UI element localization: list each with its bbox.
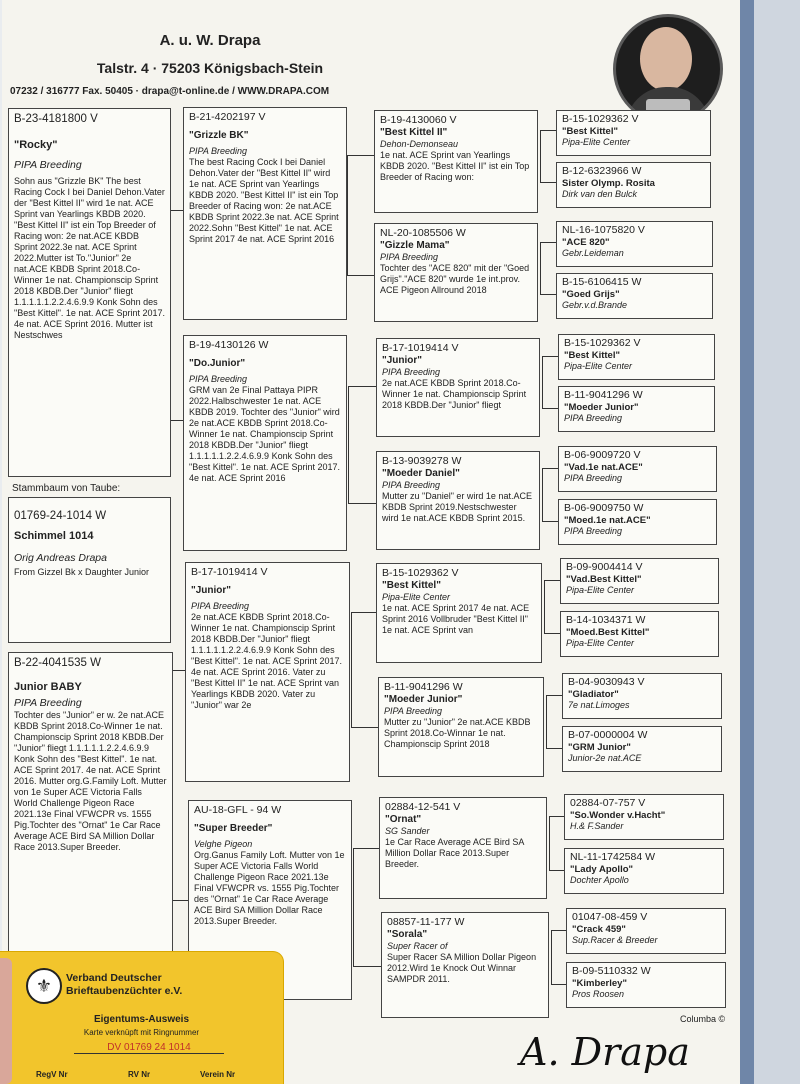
connector-line (540, 242, 556, 243)
breeder-name: PIPA Breeding (189, 146, 248, 156)
card-field-verein: Verein Nr (200, 1070, 236, 1079)
pigeon-info: 1e Car Race Average ACE Bird SA Million Dollar Race 2013.Super Breeder. (385, 837, 524, 869)
breeder-name: H.& F.Sander (570, 821, 624, 831)
ring-number: B-09-9004414 V (566, 561, 643, 573)
pigeon-name: "Crack 459" (572, 924, 626, 935)
connector-line (540, 294, 556, 295)
breeder-name: Pipa-Elite Center (382, 592, 451, 602)
breeder-title: A. u. W. Drapa (159, 32, 261, 49)
ring-number: 01769-24-1014 W (14, 510, 107, 522)
connector-line (353, 848, 379, 849)
pigeon-name: "Lady Apollo" (570, 864, 634, 875)
connector-line (347, 275, 374, 276)
dam-pigeon-card (8, 652, 173, 952)
pigeon-name: "Kimberley" (572, 978, 627, 989)
pigeon-info: 2e nat.ACE KBDB Sprint 2018.Co-Winner 1e nat. Championscip Sprint 2018 KBDB.Der "Junior" fliegt (382, 378, 527, 410)
greatgrandparent-card (558, 386, 715, 432)
connector-line (549, 816, 550, 870)
vdb-logo-icon: ⚜ (26, 968, 62, 1004)
grandparent-card (381, 912, 549, 1018)
parent-card (183, 335, 347, 551)
greatgrandparent-card (556, 273, 713, 319)
breeder-name: PIPA Breeding (14, 159, 82, 171)
connector-line (542, 521, 558, 522)
connector-line (549, 870, 564, 871)
breeder-name: SG Sander (385, 826, 430, 836)
ring-number: B-21-4202197 V (189, 111, 266, 123)
breeder-name: Dirk van den Bulck (562, 189, 638, 199)
pedigree-of-label: Stammbaum von Taube: (12, 483, 121, 494)
connector-line (540, 130, 556, 131)
connector-line (544, 580, 545, 633)
greatgrandparent-card (564, 848, 724, 894)
ring-number: B-15-1029362 V (564, 337, 641, 349)
pigeon-name: "Best Kittel" (562, 126, 618, 137)
pigeon-name: "Vad.1e nat.ACE" (564, 462, 643, 473)
ring-number: B-11-9041296 W (564, 389, 643, 401)
pigeon-name: "Moeder Daniel" (382, 468, 460, 479)
pigeon-name: "Rocky" (14, 139, 58, 151)
pigeon-name: "ACE 820" (562, 237, 610, 248)
breeder-name: PIPA Breeding (14, 697, 82, 709)
card-org-line2: Brieftaubenzüchter e.V. (66, 985, 183, 997)
breeder-name: Velghe Pigeon (194, 839, 253, 849)
connector-line (544, 633, 560, 634)
ring-number: B-06-9009720 V (564, 449, 641, 461)
connector-line (549, 816, 564, 817)
pigeon-name: "Moeder Junior" (564, 402, 639, 413)
card-org-line1: Verband Deutscher (66, 972, 162, 984)
greatgrandparent-card (556, 110, 711, 156)
connector-line (542, 408, 558, 409)
subject-pigeon-card (8, 497, 171, 643)
connector-line (351, 727, 378, 728)
connector-line (348, 386, 349, 503)
greatgrandparent-card (556, 162, 711, 208)
breeder-contact: 07232 / 316777 Fax. 50405 · drapa@t-online.de / WWW.DRAPA.COM (10, 86, 330, 97)
breeder-name: Pipa-Elite Center (566, 638, 635, 648)
pigeon-name: "Best Kittel" (564, 350, 620, 361)
greatgrandparent-card (566, 962, 726, 1008)
ring-number: B-23-4181800 V (14, 113, 98, 125)
connector-line (351, 612, 352, 727)
pigeon-info: Super Racer SA Million Dollar Pigeon 2012.Wird 1e Knock Out Winnar SAMPDR 2011. (387, 952, 537, 984)
connector-line (173, 900, 188, 901)
pigeon-name: "So.Wonder v.Hacht" (570, 810, 666, 821)
pigeon-name: "Do.Junior" (189, 358, 246, 369)
pigeon-name: "Junior" (382, 355, 423, 366)
pigeon-name: "Moed.1e nat.ACE" (564, 515, 651, 526)
breeder-name: Dehon-Demonseau (380, 139, 459, 149)
pigeon-name: "Junior" (191, 585, 232, 596)
grandparent-card (374, 110, 538, 213)
ring-number: B-17-1019414 V (191, 566, 268, 578)
greatgrandparent-card (562, 726, 722, 772)
connector-line (542, 468, 558, 469)
connector-line (542, 468, 543, 521)
main-pigeon-card (8, 108, 171, 477)
breeder-name: PIPA Breeding (564, 473, 623, 483)
ring-number: B-11-9041296 W (384, 681, 463, 693)
breeder-name: Super Racer of (387, 941, 448, 951)
connector-line (353, 966, 381, 967)
pigeon-name: "Gladiator" (568, 689, 619, 700)
connector-line (551, 984, 566, 985)
connector-line (347, 155, 348, 275)
breeder-name: PIPA Breeding (382, 480, 441, 490)
pigeon-info: Tochter des "ACE 820" mit der "Goed Grijs"."ACE 820" wurde 1e int.prov. ACE Pigeon Allround 2018 (380, 263, 530, 295)
pigeon-info: The best Racing Cock I bei Daniel Dehon.Vater der "Best Kittel II" wird 1e nat. ACE Sprint van Yearlings KBDB 2020. "Best Kittel II" ist ein Top Breeder of Racing won: 2e nat.ACE KBDB Sprint 2022.3e nat. ACE Sprint 2022.Sohn "Best Kittel" 1e nat. ACE Sprint 2017 4e nat. ACE Sprint 2016 (189, 157, 339, 244)
breeder-name: Sup.Racer & Breeder (572, 935, 658, 945)
breeder-name: Gebr.Leideman (562, 248, 624, 258)
ring-number: B-19-4130126 W (189, 339, 269, 351)
ring-number: 08857-11-177 W (387, 916, 465, 928)
greatgrandparent-card (562, 673, 722, 719)
pigeon-name: Schimmel 1014 (14, 530, 94, 542)
grandparent-card (376, 338, 540, 437)
breeder-name: Gebr.v.d.Brande (562, 300, 628, 310)
parent-card (183, 107, 347, 320)
pigeon-info: Sohn aus "Grizzle BK" The best Racing Cock I bei Daniel Dehon.Vater der "Best Kittel II" wird 1e nat. ACE Sprint van Yearlings KBDB 2020. "Best Kittel II" ist ein Top Breeder of Racing won: 2e nat.ACE KBDB Sprint 2022.3e nat. ACE Sprint 2022.Mutter ist To."Junior" 2e nat.ACE KBDB Sprint 2018.Co-Winner 1e nat. Championscip Sprint 2018 KBDB.Der "Junior" fliegt 1.1.1.1.1.2.2.4.6.9.9 Konk Sohn des "Best Kittel". 1e nat. ACE Sprint 2017. 4e nat. ACE Sprint 2016. Mutter ist Nestschwes (14, 176, 165, 340)
greatgrandparent-card (560, 558, 719, 604)
grandparent-card (374, 223, 538, 322)
ring-number: B-06-9009750 W (564, 502, 644, 514)
ring-number: NL-20-1085506 W (380, 227, 466, 239)
grandparent-card (376, 563, 542, 663)
pigeon-info: 2e nat.ACE KBDB Sprint 2018.Co-Winner 1e nat. Championscip Sprint 2018 KBDB.Der "Junior" fliegt 1.1.1.1.1.2.2.4.6.9.9 Konk Sohn des "Best Kittel". 1e nat. ACE Sprint 2017. 4e nat. ACE Sprint 2016. Vater zu "Best Kittel II" 1e nat. ACE Sprint van Yearlings KBDB 2020. Vater zu "Junior" war 2e (191, 612, 342, 710)
ring-number: 02884-12-541 V (385, 801, 461, 813)
pigeon-name: "Goed Grijs" (562, 289, 620, 300)
breeder-portrait (613, 14, 723, 124)
ring-number: B-17-1019414 V (382, 342, 459, 354)
pigeon-name: Sister Olymp. Rosita (562, 178, 655, 189)
breeder-name: Junior-2e nat.ACE (568, 753, 642, 763)
card-title: Eigentums-Ausweis (93, 1014, 190, 1025)
connector-line (353, 848, 354, 966)
breeder-name: Dochter Apollo (570, 875, 629, 885)
breeder-name: Orig Andreas Drapa (14, 552, 107, 564)
greatgrandparent-card (566, 908, 726, 954)
pigeon-name: "GRM Junior" (568, 742, 631, 753)
breeder-name: PIPA Breeding (382, 367, 441, 377)
pigeon-info: Tochter des "Junior" er w. 2e nat.ACE KBDB Sprint 2018.Co-Winner 1e nat. Championscip Sprint 2018 KBDB.Der "Junior" fliegt 1.1.1.1.1.2.2.4.6.9.9 Konk Sohn des "Best Kittel". 1e nat. ACE Sprint 2017. 4e nat. ACE Sprint 2016. Mutter org.G.Family Loft. Mutter von 1e Super ACE Victoria Falls World Challenge Pigeon Race 2021.13e Final VFWCPR vs. 1555 Pig.Tochter des "Ornat" 1e Car Race Average ACE Bird SA Million Dollar Race 2013.Super Breeder. (14, 710, 167, 852)
breeder-name: Pipa-Elite Center (564, 361, 633, 371)
ring-number: B-15-6106415 W (562, 276, 642, 288)
breeder-name: Pipa-Elite Center (562, 137, 631, 147)
ring-number: B-14-1034371 W (566, 614, 646, 626)
ring-number: B-13-9039278 W (382, 455, 462, 467)
ring-number: 02884-07-757 V (570, 797, 646, 809)
pigeon-name: "Moeder Junior" (384, 694, 463, 705)
pigeon-name: "Best Kittel II" (380, 127, 448, 138)
connector-line (348, 386, 376, 387)
connector-line (347, 155, 374, 156)
ring-number: B-15-1029362 V (382, 567, 459, 579)
pigeon-name: "Moed.Best Kittel" (566, 627, 650, 638)
card-subtitle: Karte verknüpft mit Ringnummer (83, 1028, 200, 1037)
pigeon-info: Mutter zu "Daniel" er wird 1e nat.ACE KBDB Sprint 2019.Nestschwester wird 1e nat.ACE KBDB Sprint 2015. (382, 491, 532, 523)
connector-line (546, 695, 562, 696)
pigeon-info: From Gizzel Bk x Daughter Junior (14, 567, 150, 577)
connector-line (542, 356, 543, 408)
ring-number: B-04-9030943 V (568, 676, 645, 688)
breeder-name: PIPA Breeding (189, 374, 248, 384)
card-field-rv: RV Nr (128, 1070, 151, 1079)
pigeon-name: "Super Breeder" (194, 823, 273, 834)
background-stripe (740, 0, 754, 1084)
pigeon-name: "Best Kittel" (382, 580, 441, 591)
pigeon-info: GRM van 2e Final Pattaya PIPR 2022.Halbschwester 1e nat. ACE KBDB 2019. Tochter des "Junior" wird 2e nat.ACE KBDB Sprint 2018.Co-Winner 1e nat. Championscip Sprint 2018 KBDB.Der "Junior" fliegt 1.1.1.1.1.2.2.4.6.9.9 Konk Sohn des "Best Kittel". 1e nat. ACE Sprint 2017. 4e nat. ACE Sprint 2016 (189, 385, 340, 483)
greatgrandparent-card (558, 446, 717, 492)
ring-number: B-19-4130060 V (380, 114, 457, 126)
breeder-name: PIPA Breeding (384, 706, 443, 716)
breeder-name: PIPA Breeding (564, 526, 623, 536)
signature: A. Drapa (520, 1030, 690, 1074)
pigeon-name: "Grizzle BK" (189, 130, 249, 141)
pigeon-name: "Ornat" (385, 814, 422, 825)
card-ring-number: DV 01769 24 1014 (74, 1042, 224, 1054)
connector-line (551, 930, 552, 984)
ring-number: B-09-5110332 W (572, 965, 651, 977)
parent-card (185, 562, 350, 782)
grandparent-card (379, 797, 547, 899)
card-field-regv: RegV Nr (36, 1070, 68, 1079)
pigeon-name: "Vad.Best Kittel" (566, 574, 642, 585)
holding-thumb (0, 958, 12, 1084)
breeder-name: PIPA Breeding (380, 252, 439, 262)
connector-line (540, 182, 556, 183)
breeder-address: Talstr. 4 · 75203 Königsbach-Stein (96, 60, 324, 76)
ring-number: NL-11-1742584 W (570, 851, 656, 863)
connector-line (544, 580, 560, 581)
ring-number: AU-18-GFL - 94 W (194, 804, 282, 816)
connector-line (348, 503, 376, 504)
pigeon-name: "Sorala" (387, 929, 428, 940)
ring-number: B-12-6323966 W (562, 165, 642, 177)
ring-number: 01047-08-459 V (572, 911, 648, 923)
pigeon-name: Junior BABY (14, 681, 82, 693)
grandparent-card (378, 677, 544, 777)
greatgrandparent-card (556, 221, 713, 267)
pigeon-info: Mutter zu "Junior" 2e nat.ACE KBDB Sprint 2018.Co-Winnar 1e nat. Championscip Sprint 2018 (384, 717, 531, 749)
connector-line (351, 612, 376, 613)
connector-line (171, 210, 183, 211)
breeder-name: Pros Roosen (572, 989, 625, 999)
pigeon-info: 1e nat. ACE Sprint van Yearlings KBDB 2020. "Best Kittel II" ist ein Top Breeder of Racing won: (380, 150, 530, 182)
columba-credit: Columba © (680, 1014, 726, 1024)
ring-number: B-15-1029362 V (562, 113, 639, 125)
breeder-name: Pipa-Elite Center (566, 585, 635, 595)
connector-line (540, 242, 541, 294)
connector-line (546, 695, 547, 748)
greatgrandparent-card (558, 334, 715, 380)
connector-line (546, 748, 562, 749)
breeder-name: PIPA Breeding (564, 413, 623, 423)
connector-line (551, 930, 566, 931)
connector-line (542, 356, 558, 357)
ring-number: B-07-0000004 W (568, 729, 648, 741)
ring-number: B-22-4041535 W (14, 657, 101, 669)
grandparent-card (376, 451, 540, 550)
connector-line (171, 420, 183, 421)
breeder-name: 7e nat.Limoges (568, 700, 630, 710)
greatgrandparent-card (558, 499, 717, 545)
connector-line (173, 670, 185, 671)
greatgrandparent-card (560, 611, 719, 657)
ownership-card (0, 952, 283, 1084)
breeder-name: PIPA Breeding (191, 601, 250, 611)
pigeon-info: 1e nat. ACE Sprint 2017 4e nat. ACE Sprint 2016 Vollbruder "Best Kittel II" 1e nat. ACE Sprint van (382, 603, 530, 635)
connector-line (540, 130, 541, 182)
pigeon-name: "Gizzle Mama" (380, 240, 450, 251)
ring-number: NL-16-1075820 V (562, 224, 645, 236)
pigeon-info: Org.Ganus Family Loft. Mutter von 1e Super ACE Victoria Falls World Challenge Pigeon Race 2021.13e Final VFWCPR vs. 1555 Pig.Tochter des "Ornat" 1e Car Race Average ACE Bird SA Million Dollar Race 2013.Super Breeder. (194, 850, 345, 926)
greatgrandparent-card (564, 794, 724, 840)
